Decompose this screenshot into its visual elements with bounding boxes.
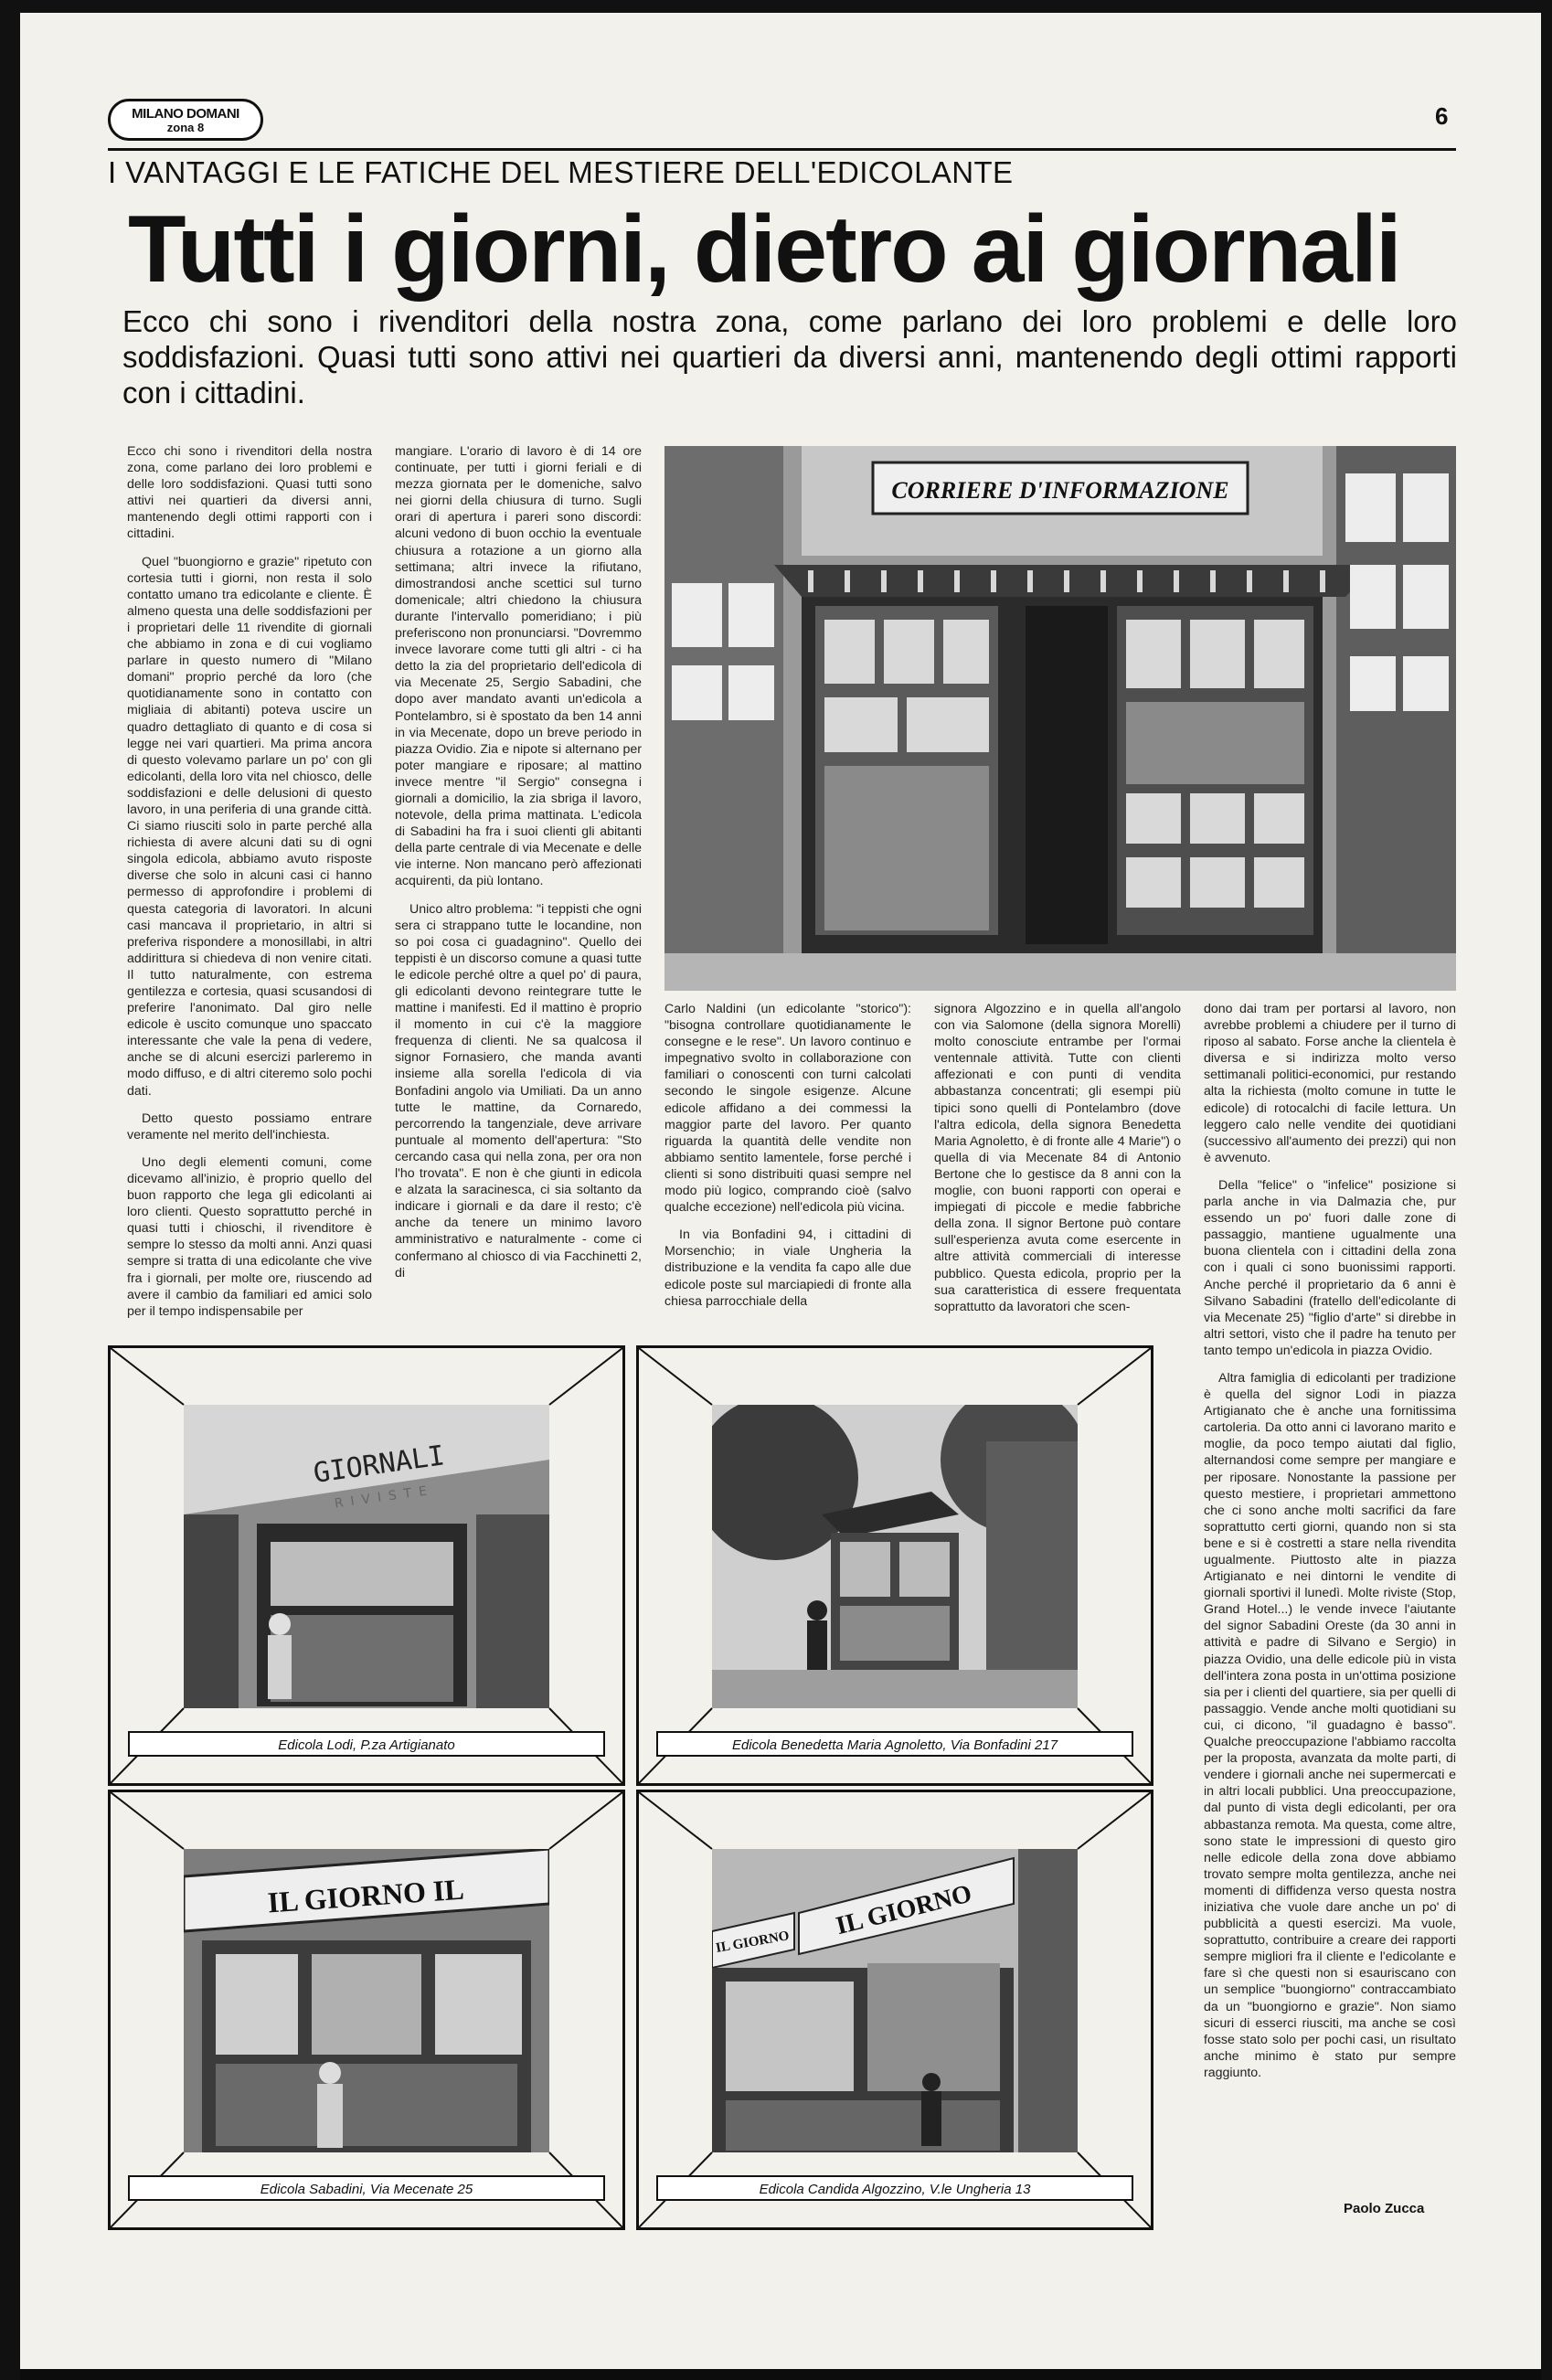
article-headline: Tutti i giorni, dietro ai giornali [128, 197, 1400, 303]
photo-algozzino [712, 1849, 1078, 2152]
photo-frame-agnoletto [636, 1345, 1153, 1786]
photo-frame-sabadini [108, 1790, 625, 2230]
photo-frame-algozzino [636, 1790, 1153, 2230]
svg-text:RIVISTE: RIVISTE [333, 1482, 435, 1512]
paragraph: Uno degli elementi comuni, come dicevamo all'inizio, è proprio quello del buon rapporto che lega gli edicolanti ai loro clienti. Questo soprattutto perché in quasi tutti i chioschi, il rivenditore è sempre lo stesso da molti anni. Anzi quasi sempre si tratta di una edicolante che vive fra i giornali, per molte ore, riuscendo ad avere il cambio da familiari ed amici solo per il tempo indispensabile per [127, 1154, 372, 1319]
photo-sabadini-sign: IL GIORNO IL [266, 1872, 465, 1919]
main-photo-sign: CORRIERE D'INFORMAZIONE [891, 477, 1229, 504]
masthead-logo [108, 99, 263, 141]
photo-caption: Edicola Sabadini, Via Mecenate 25 [260, 2182, 473, 2197]
paragraph: Della "felice" o "infelice" posizione si parla anche in via Dalmazia che, pur essendo un po' fuori dalle zone di passaggio, mantiene ugualmente una buona clientela con i cittadini della zona con i quali ci sono buonissimi rapporti. Anche perché il proprietario da 6 anni è Silvano Sabadini (fratello dell'edicolante di via Mecenate 25) "figlio d'arte" si direbbe in altri settori, visto che il padre ha tenuto per tanto tempo un'edicola in piazza Ovidio. [1204, 1177, 1456, 1358]
paragraph: Unico altro problema: "i teppisti che ogni sera ci strappano tutte le locandine, non so poi cosa ci guadagnino". Quello dei teppisti è un discorso comune a quasi tutte le edicole perché oltre a quel po' di paura, gli edicolanti devono reintegrare tutte le mattine i manifesti. Ed il mattino è proprio il momento in cui c'è la maggiore frequenza di clienti. Ne sa qualcosa il signor Fornasiero, che manda avanti insieme alla sorella l'edicola di via Bonfadini angolo via Umiliati. Da un anno tutte le mattine, da Cornaredo, percorrendo la tangenziale, deve arrivare puntuale al momento dell'apertura: "Sto cercando casa qui nella zona, per ora non l'ho trovata". E non è che giunti in edicola e alzata la saracinesca, ci sia soltanto da indicare i giornali e da dare il resto; c'è anche da tenere un minimo lavoro amministrativo e naturalmente - come ci confermano al chiosco di via Facchinetti 2, di [395, 901, 642, 1280]
main-photo-newsstand [664, 446, 1456, 991]
paragraph: signora Algozzino e in quella all'angolo con via Salomone (della signora Morelli) molto conosciute entrambe per l'ormai ventennale attività. Tutte con clienti affezionati e con punti di vendita abbastanza concentrati; gli esempi più tipici sono quelli di Pontelambro (dove l'altra edicola, della signora Benedetta Maria Agnoletto, è di fronte alle 4 Marie") o quella di via Mecenate 84 di Antonio Bertone che lo gestisce da 8 anni con la moglie, con buoni rapporti con operai e impiegati di piccole e medie fabbriche della zona. Il signor Bertone può contare sull'esperienza avuta come esercente in altre attività commerciali di interesse pubblico. Questa edicola, proprio per la sua caratteristica di essere frequentata soprattutto da lavoratori che scen- [934, 1002, 1181, 1314]
scan-border [20, 2369, 1541, 2380]
logo-title: MILANO DOMANI [132, 106, 239, 122]
photo-caption: Edicola Benedetta Maria Agnoletto, Via Bonfadini 217 [731, 1737, 1058, 1753]
text-column-3 [664, 1001, 911, 1330]
photo-algozzino-sign-right: IL GIORNO [833, 1879, 975, 1941]
paragraph: In via Bonfadini 94, i cittadini di Morsenchio; in viale Ungheria la distribuzione e la vendita fa capo alle due edicole poste sul marciapiedi di fronte alla chiesa parrocchiale della [664, 1227, 911, 1309]
photo-caption: Edicola Lodi, P.za Artigianato [278, 1737, 455, 1753]
header-rule [108, 148, 1456, 151]
author-signature: Paolo Zucca [1344, 2201, 1425, 2216]
photo-sabadini [184, 1849, 549, 2152]
photo-lodi [184, 1405, 549, 1708]
paragraph: Detto questo possiamo entrare veramente nel merito dell'inchiesta. [127, 1110, 372, 1142]
paragraph: Carlo Naldini (un edicolante "storico"): "bisogna controllare quotidianamente le consegne e le rese". Un lavoro continuo e impegnativo svolto in collaborazione con familiari o conoscenti con turni calcolati secondo le singole esigenze. Alcune edicole affidano a dei commessi la maggior parte del lavoro. Per quanto riguarda la quantità delle vendite non abbiamo sentito lamentele, forse perché i clienti si sono distribuiti quasi sempre nel modo più logico, comprando cioè (salvo qualche eccezione) nell'edicola più vicina. [664, 1002, 911, 1216]
photo-algozzino-sign-left: IL GIORNO [714, 1928, 791, 1956]
photo-lodi-sign: GIORNALI [311, 1440, 447, 1490]
text-column-5 [1204, 1001, 1456, 2198]
logo-zone: zona 8 [166, 121, 205, 134]
photo-agnoletto [712, 1405, 1078, 1708]
paragraph: dono dai tram per portarsi al lavoro, non avrebbe problemi a chiudere per il turno di riposo al sabato. Forse anche la clientela è diversa e si indirizza molto verso settimanali politici-economici, pur restando alta la richiesta (molto comune in tutte le edicole) di rotocalchi di facile lettura. Un leggero calo nelle vendite dei quotidiani (successivo all'aumento dei prezzi) qui non è avvenuto. [1204, 1002, 1456, 1165]
paragraph: Ecco chi sono i rivenditori della nostra zona, come parlano dei loro problemi e delle loro soddisfazioni. Quasi tutti sono attivi nei quartieri da diversi anni, mantenendo degli ottimi rapporti con i cittadini. [127, 444, 372, 542]
paragraph: Altra famiglia di edicolanti per tradizione è quella del signor Lodi in piazza Artigianato che è anche una fornitissima cartoleria. Da otto anni ci lavorano marito e moglie, da poco tempo aiutati dal figlio, alternandosi come sempre per mangiare e per riposare. Nonostante la passione per questo mestiere, i proprietari ammettono che ci sono anche molti sacrifici da fare soprattutto certi giorni, quando non si sta bene e si è costretti a stare nella rivendita ugualmente. Piuttosto alte in piazza Artigianato e nei dintorni le vendite di giornali sportivi il lunedì. Molte riviste (Stop, Grand Hotel...) le vende invece l'aiutante del signor Sabadini Oreste (da 30 anni in attività e padre di Silvano e Sergio) in piazza Ovidio, una delle edicole più in vista dell'intera zona posta in un'ottima posizione sia per i clienti del quartiere, sia per quelli di passaggio. Vende anche molti quotidiani su cui, ci dicono, "il guadagno è basso". Qualche preoccupazione l'abbiamo raccolta per la proposta, avanzata da molte parti, di vendere i giornali anche nei supermercati e in altri locali pubblici. Una preoccupazione, dal punto di vista degli edicolanti, per ora abbastanza remota. Ma questa, come altre, sono state le impressioni di questo giro nelle edicole della zona dove abbiamo trovato sempre molta gentilezza, anche nei momenti di diffidenza verso questa nostra iniziativa che vuole dare anche un po' di pubblicità a questi esercizi. Ma vuole, soprattutto, contribuire a creare dei rapporti sempre migliori fra il cliente e l'edicolante e fare sì che questi non si esauriscano con un semplice "buongiorno" contraccambiato da un "buongiorno e grazie". Non siamo sicuri di esserci riusciti, ma anche se così fosse stato solo per pochi casi, un risultato anche minimo è stato pur sempre raggiunto. [1204, 1370, 1456, 2080]
photo-caption: Edicola Candida Algozzino, V.le Ungheria 13 [759, 2182, 1031, 2197]
newsstand-illustration [664, 446, 1456, 991]
text-column-4 [934, 1001, 1181, 1330]
article-kicker: I VANTAGGI E LE FATICHE DEL MESTIERE DELL'EDICOLANTE [108, 155, 1014, 189]
text-column-2 [395, 443, 642, 1334]
page-number: 6 [1435, 102, 1449, 130]
paragraph: mangiare. L'orario di lavoro è di 14 ore continuate, per tutti i giorni feriali e di mezza giornata per le domeniche, salvo nei giorni della chiusura di turno. Sugli orari di apertura i pareri sono discordi: alcuni vedono di buon occhio la eventuale chiusura a rotazione a un giorno alla settimana; altri invece la rifiutano, dimostrandosi anche scettici sul turno domenicale; altri chiedono la chiusura durante l'intervallo pomeridiano; i più preferiscono non pronunciarsi. "Dovremmo invece lavorare come tutti gli altri - ci ha detto la zia del proprietario dell'edicola di via Mecenate 25, Sergio Sabadini, che dopo aver mandato avanti un'edicola a Pontelambro, si è spostato da ben 14 anni in via Mecenate, dopo un breve periodo in piazza Ovidio. Zia e nipote si alternano per poter mangiare e riposare; al mattino invece mentre "il Sergio" consegna i giornali a domicilio, la zia sbriga il lavoro, notevole, della prima mattinata. L'edicola di Sabadini ha fra i suoi clienti gli abitanti della parte centrale di via Mecenate e delle vie interne. Non mancano però affezionati acquirenti, da più lontano. [395, 444, 642, 889]
text-column-1 [127, 443, 372, 1334]
paragraph: Quel "buongiorno e grazie" ripetuto con cortesia tutti i giorni, non resta il solo contatto umano tra edicolante e cliente. È almeno questa una delle soddisfazioni per i proprietari delle 11 rivendite di giornali che abbiamo in zona e di cui vogliamo parlare in questo numero di "Milano domani" proprio perché da loro (che quotidianamente sono in contatto con migliaia di abitanti) poteva uscire un quadro dettagliato di quanto e di cosa si legge nei vari quartieri. Ma prima ancora di questo volevamo parlare un po' con gli edicolanti, della loro vita nel chiosco, delle soddisfazioni e delle delusioni di questo lavoro, in una periferia di una grande città. Ci siamo riusciti solo in parte perché alla richiesta di avere alcuni dati su di ogni singola edicola, abbiamo avuto risposte diverse che solo in alcuni casi ci hanno permesso di approfondire i problemi di questa categoria di lavoratori. In alcuni casi mancava il proprietario, in altri si preferiva rispondere a monosillabi, in altri addirittura si chiedeva di non venire citati. Il tutto naturalmente, con estrema gentilezza e cortesia, quasi scusandosi di preferire l'anonimato. Dal giro nelle edicole è uscito comunque uno spaccato interessante che vale la pena di vedere, anche se di alcuni esercizi parleremo in modo diffuso, e di altri citeremo solo pochi dati. [127, 554, 372, 1099]
article-standfirst: Ecco chi sono i rivenditori della nostra zona, come parlano dei loro problemi e delle loro soddisfazioni. Quasi tutti sono attivi nei quartieri da diversi anni, mantenendo degli ottimi rapporti con i cittadini. [122, 304, 1457, 409]
photo-frame-lodi [108, 1345, 625, 1786]
